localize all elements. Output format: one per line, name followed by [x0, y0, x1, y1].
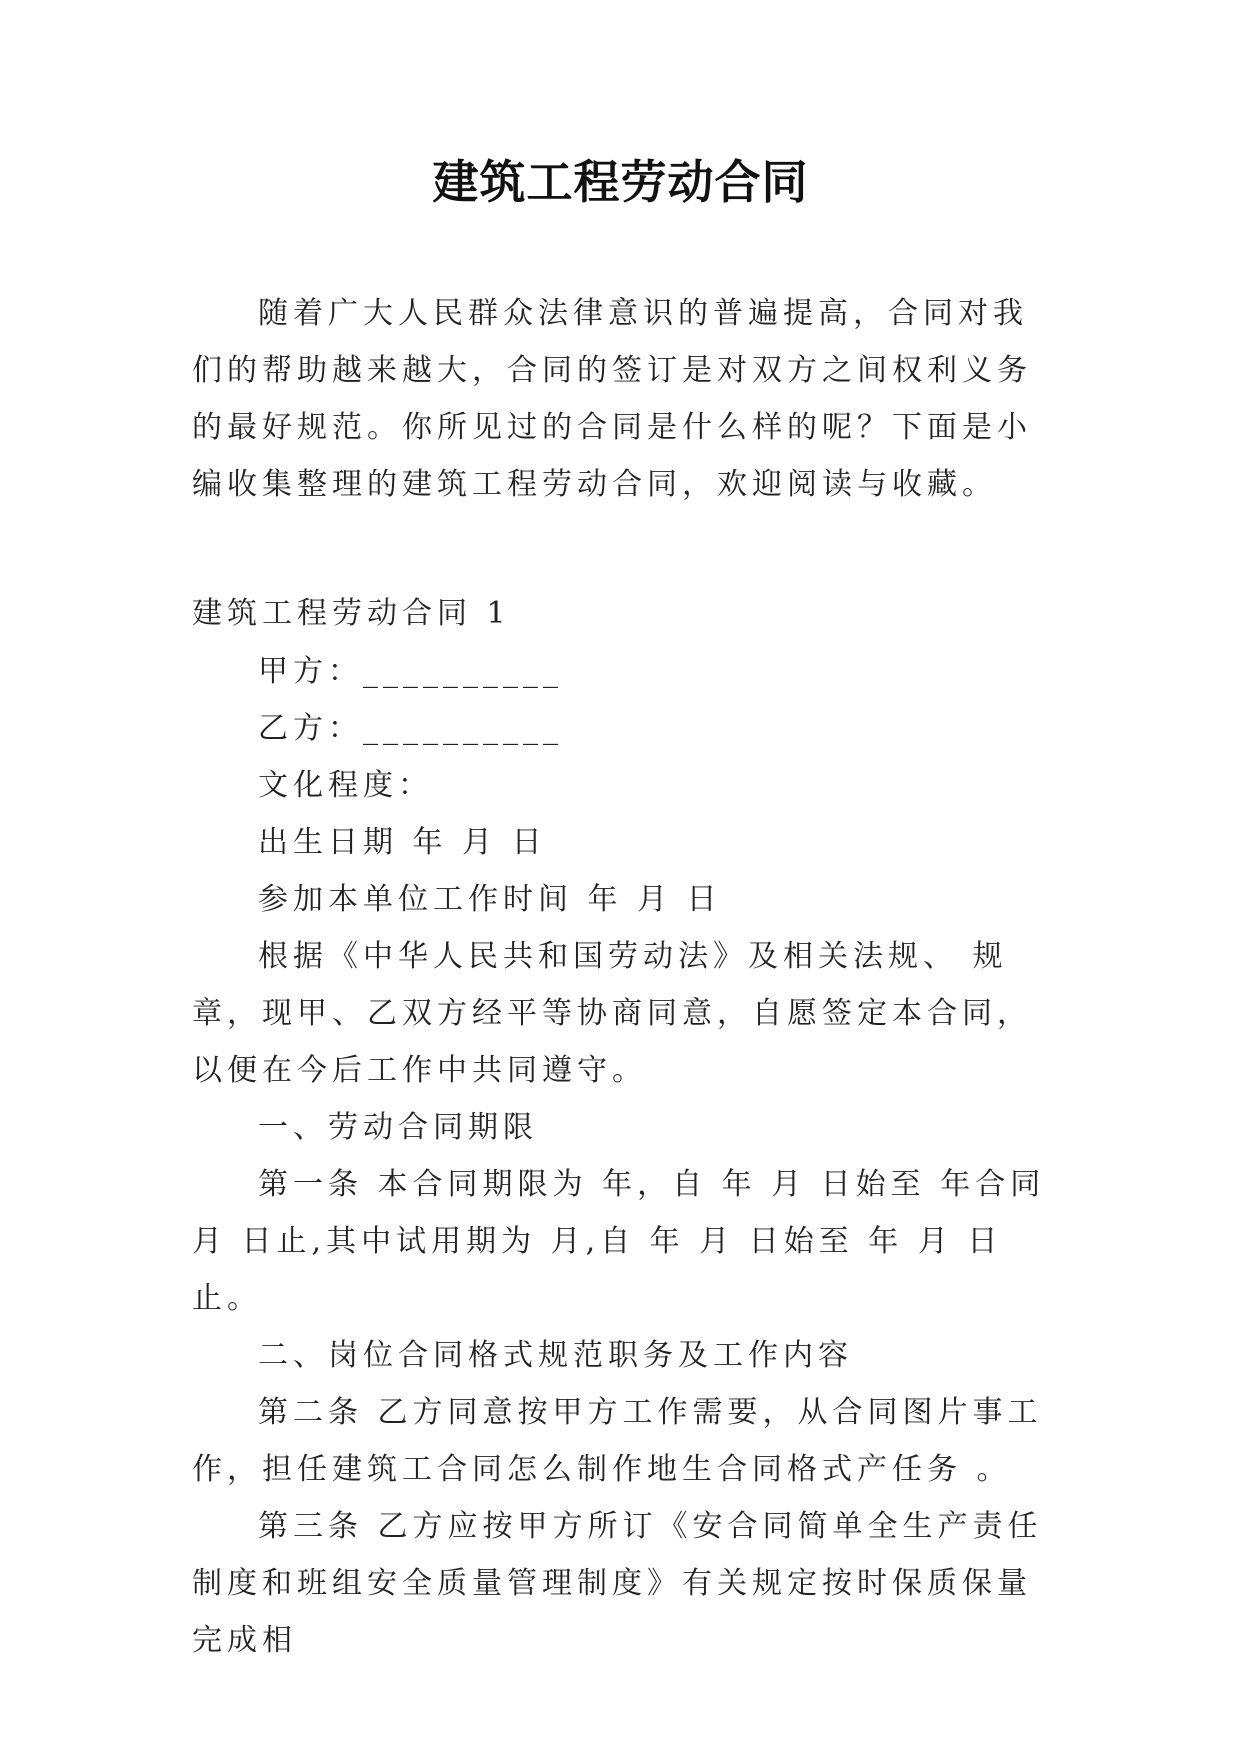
- party-a-line: 甲方：__________: [258, 654, 563, 689]
- contract-body: [192, 585, 1052, 1669]
- document-title: 建筑工程劳动合同: [432, 155, 809, 209]
- party-b-line: 乙方：__________: [258, 711, 563, 746]
- article-2-paragraph: 第二条 乙方同意按甲方工作需要，从合同图片事工作，担任建筑工合同怎么制作地生合同格式产任务 。: [192, 1395, 1043, 1487]
- chapter-1-heading: 一、劳动合同期限: [258, 1110, 538, 1145]
- chapter-2-heading: 二、岗位合同格式规范职务及工作内容: [258, 1338, 853, 1373]
- article-3-paragraph: 第三条 乙方应按甲方所订《安合同简单全生产责任制度和班组安全质量管理制度》有关规定按时保质保量完成相: [192, 1509, 1043, 1658]
- birth-date-line: 出生日期 年 月 日: [258, 825, 547, 860]
- intro-paragraph: 随着广大人民群众法律意识的普遍提高，合同对我们的帮助越来越大，合同的签订是对双方之间权利义务的最好规范。你所见过的合同是什么样的呢？下面是小编收集整理的建筑工程劳动合同，欢迎阅读与收藏。: [192, 296, 1032, 502]
- join-date-line: 参加本单位工作时间 年 月 日: [258, 882, 722, 917]
- basis-paragraph: 根据《中华人民共和国劳动法》及相关法规、 规章，现甲、乙双方经平等协商同意，自愿签定本合同，以便在今后工作中共同遵守。: [192, 939, 1032, 1088]
- section-heading: 建筑工程劳动合同 1: [192, 596, 511, 631]
- education-line: 文化程度：: [258, 768, 433, 803]
- article-1-paragraph: 第一条 本合同期限为 年，自 年 月 日始至 年合同 月 日止,其中试用期为 月,自 年 月 日始至 年 月 日 止。: [192, 1167, 1046, 1316]
